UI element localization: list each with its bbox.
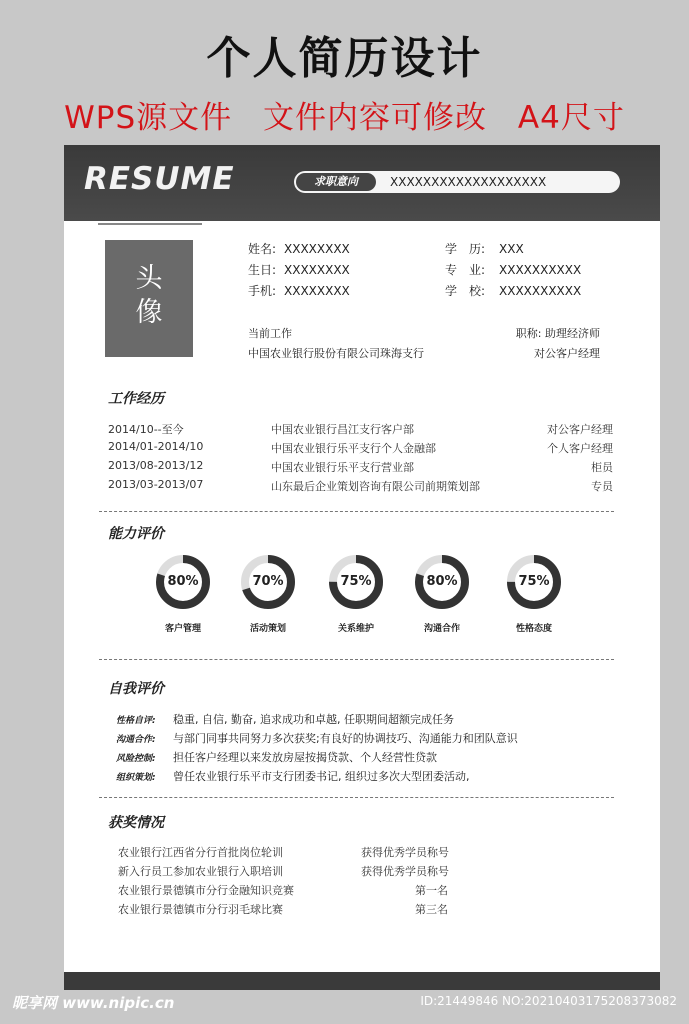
self-eval-label: 风险控制: [116, 754, 156, 764]
work-org: 中国农业银行乐平支行个人金融部 [271, 442, 436, 455]
award-name: 新入行员工参加农业银行入职培训 [118, 865, 283, 878]
award-name: 农业银行景德镇市分行金融知识竞赛 [118, 884, 294, 897]
ability-gauge-2 [240, 554, 296, 610]
resume-logo: RESUME [84, 161, 235, 197]
basic-name [248, 240, 350, 257]
self-eval-text: 曾任农业银行乐平市支行团委书记, 组织过多次大型团委活动, [173, 770, 470, 783]
basic-label: 专 业: [445, 263, 486, 277]
current-title: 职称: 助理经济师 [515, 327, 600, 340]
work-org: 中国农业银行乐平支行营业部 [271, 461, 414, 474]
self-eval-text: 稳重, 自信, 勤奋, 追求成功和卓越, 任职期间超额完成任务 [173, 713, 454, 726]
basic-value: XXXXXXXX [284, 242, 350, 256]
subtitle-part-3: A4尺寸 [517, 100, 625, 136]
basic-value: XXXXXXXX [284, 284, 350, 298]
current-company: 中国农业银行股份有限公司珠海支行 [248, 347, 424, 360]
basic-major [445, 261, 581, 278]
gauge-label: 客户管理 [164, 624, 201, 634]
watermark-logo: 昵享网 www.nipic.cn [12, 994, 175, 1012]
subtitle-part-1: WPS源文件 [64, 100, 233, 136]
watermark-id: ID:21449846 NO:20210403175208373082 [420, 994, 677, 1008]
section-divider [99, 659, 614, 660]
gauge-label: 性格态度 [515, 624, 552, 634]
award-result: 第一名 [415, 884, 448, 897]
work-role: 个人客户经理 [547, 442, 613, 455]
basic-value: XXXXXXXXXX [499, 263, 582, 277]
gauge-percent: 80% [426, 574, 458, 589]
self-eval-label: 沟通合作: [116, 735, 156, 745]
award-result: 获得优秀学员称号 [361, 846, 449, 859]
basic-school [445, 282, 581, 299]
basic-birthday [248, 261, 350, 278]
ability-gauge-1 [155, 554, 211, 610]
gauge-percent: 70% [252, 574, 284, 589]
work-date: 2013/08-2013/12 [108, 459, 204, 472]
award-name: 农业银行景德镇市分行羽毛球比赛 [118, 903, 283, 916]
current-position: 对公客户经理 [534, 347, 600, 360]
basic-label: 手机: [248, 284, 277, 298]
section-title-ability: 能力评价 [108, 526, 164, 542]
resume-header-bar [64, 145, 660, 221]
work-date: 2014/01-2014/10 [108, 440, 204, 453]
basic-value: XXXXXXXXXX [499, 284, 582, 298]
current-work-label: 当前工作 [248, 327, 292, 340]
page-title: 个人简历设计 [206, 33, 483, 84]
section-divider [99, 511, 614, 512]
page-subtitle [0, 92, 689, 137]
self-eval-label: 性格自评: [116, 716, 156, 726]
gauge-label: 沟通合作 [423, 624, 460, 634]
basic-phone [248, 282, 350, 299]
work-date: 2014/10--至今 [108, 423, 184, 436]
section-divider [99, 797, 614, 798]
basic-label: 生日: [248, 263, 277, 277]
section-title-work: 工作经历 [108, 391, 164, 407]
basic-label: 学 校: [445, 284, 486, 298]
award-result: 第三名 [415, 903, 448, 916]
job-intent-value: XXXXXXXXXXXXXXXXXXX [390, 175, 547, 189]
gauge-percent: 80% [167, 574, 199, 589]
ability-gauge-3 [328, 554, 384, 610]
avatar-placeholder [105, 240, 193, 357]
self-eval-text: 与部门同事共同努力多次获奖;有良好的协调技巧、沟通能力和团队意识 [173, 732, 518, 745]
work-org: 中国农业银行昌江支行客户部 [271, 423, 414, 436]
avatar-text-2: 像 [135, 297, 163, 328]
resume-sheet [64, 145, 660, 990]
resume-footer-bar [64, 972, 660, 990]
gauge-percent: 75% [340, 574, 372, 589]
ability-gauge-4 [414, 554, 470, 610]
basic-value: XXXXXXXX [284, 263, 350, 277]
award-name: 农业银行江西省分行首批岗位轮训 [118, 846, 283, 859]
work-org: 山东最后企业策划咨询有限公司前期策划部 [271, 480, 480, 493]
section-title-awards: 获奖情况 [108, 815, 164, 831]
basic-label: 学 历: [445, 242, 486, 256]
gauge-label: 活动策划 [249, 624, 286, 634]
basic-label: 姓名: [248, 242, 277, 256]
avatar-text-1: 头 [135, 263, 163, 294]
gauge-percent: 75% [518, 574, 550, 589]
work-role: 柜员 [591, 461, 613, 474]
subtitle-part-2: 文件内容可修改 [263, 100, 488, 136]
basic-value: XXX [499, 242, 524, 256]
self-eval-text: 担任客户经理以来发放房屋按揭贷款、个人经营性贷款 [173, 751, 437, 764]
gauge-label: 关系维护 [337, 624, 374, 634]
work-role: 专员 [591, 480, 613, 493]
job-intent-label: 求职意向 [296, 173, 376, 191]
basic-education [445, 240, 524, 257]
section-title-self: 自我评价 [108, 681, 164, 697]
job-intent-pill [294, 171, 620, 193]
header-divider [98, 223, 202, 225]
ability-gauge-5 [506, 554, 562, 610]
self-eval-label: 组织策划: [116, 773, 156, 783]
work-date: 2013/03-2013/07 [108, 478, 204, 491]
award-result: 获得优秀学员称号 [361, 865, 449, 878]
work-role: 对公客户经理 [547, 423, 613, 436]
